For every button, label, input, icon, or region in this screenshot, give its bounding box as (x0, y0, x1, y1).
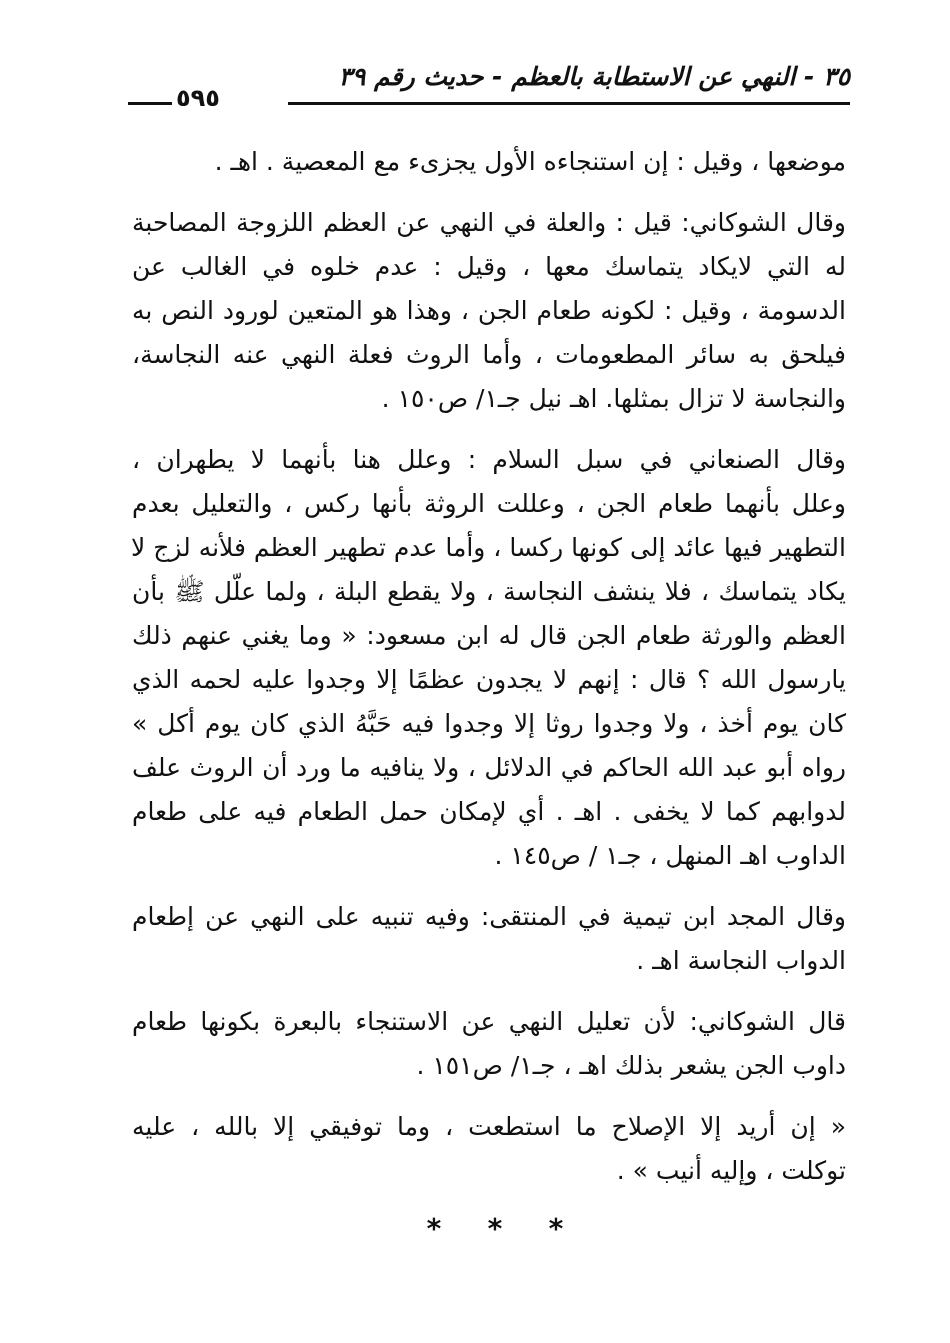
text-line: فيلحق به سائر المطعومات ، وأما الروث فعلة النهي عنه النجاسة، (132, 340, 846, 369)
paragraph-gap (132, 983, 846, 1000)
text-line: الدسومة ، وقيل : لكونه طعام الجن ، وهذا هو المتعين لورود النص به (132, 296, 846, 325)
text-line: لدوابهم كما لا يخفى . اهـ . أي لإمكان حمل الطعام فيه على طعام (132, 797, 846, 826)
text-line: يارسول الله ؟ قال : إنهم لا يجدون عظمًا إلا وجدوا عليه لحمه الذي (132, 665, 846, 694)
text-line: داوب الجن يشعر بذلك اهـ ، جـ١/ ص١٥١ . (416, 1051, 846, 1080)
paragraph (132, 1105, 846, 1193)
ornament-star: * (426, 1212, 442, 1245)
paragraph (132, 438, 846, 878)
paragraph-gap (132, 184, 846, 201)
text-line: والنجاسة لا تزال بمثلها. اهـ نيل جـ١/ ص١٥٠ . (381, 384, 846, 413)
text-line: له التي لايكاد يتماسك معها ، وقيل : عدم خلوه في الغالب عن (132, 252, 846, 281)
text-line: وقال المجد ابن تيمية في المنتقى: وفيه تنبيه على النهي عن إطعام (132, 902, 846, 931)
section-end-ornament (420, 1212, 570, 1245)
text-line: وقال الصنعاني في سبل السلام : وعلل هنا بأنهما لا يطهران ، (132, 445, 846, 474)
ornament-star: * (487, 1212, 503, 1245)
text-line: موضعها ، وقيل : إن استنجاءه الأول يجزىء مع المعصية . اهـ . (214, 147, 846, 176)
page-number: ٥٩٥ (176, 84, 220, 112)
text-line: رواه أبو عبد الله الحاكم في الدلائل ، ولا ينافيه ما ورد أن الروث علف (132, 753, 846, 782)
text-line: « إن أريد إلا الإصلاح ما استطعت ، وما توفيقي إلا بالله ، عليه (132, 1112, 846, 1141)
running-header (128, 62, 850, 122)
page-body (132, 140, 846, 1193)
text-line: يكاد يتماسك ، فلا ينشف النجاسة ، ولا يقطع البلة ، ولما علّل ﷺ بأن (132, 577, 846, 606)
paragraph (132, 140, 846, 184)
text-line: العظم والورثة طعام الجن قال له ابن مسعود: « وما يغني عنهم ذلك (132, 621, 846, 650)
chapter-title: ٣٥ - النهي عن الاستطابة بالعظم - حديث رقم ٣٩ (338, 62, 850, 91)
paragraph-gap (132, 421, 846, 438)
text-line: توكلت ، وإليه أنيب » . (616, 1156, 846, 1185)
text-line: التطهير فيها عائد إلى كونها ركسا ، وأما عدم تطهير العظم فلأنه لزج لا (131, 533, 846, 562)
text-line: وقال الشوكاني: قيل : والعلة في النهي عن العظم اللزوجة المصاحبة (132, 208, 846, 237)
header-rule (288, 102, 850, 105)
header-rule-short (128, 102, 172, 105)
paragraph (132, 1000, 846, 1088)
text-line: كان يوم أخذ ، ولا وجدوا روثا إلا وجدوا فيه حَبَّهُ الذي كان يوم أكل » (132, 709, 846, 738)
paragraph (132, 895, 846, 983)
paragraph (132, 201, 846, 421)
text-line: الدواب النجاسة اهـ . (636, 946, 846, 975)
paragraph-gap (132, 1088, 846, 1105)
text-line: وعلل بأنهما طعام الجن ، وعللت الروثة بأنها ركس ، والتعليل بعدم (132, 489, 846, 518)
paragraph-gap (132, 878, 846, 895)
text-line: الداوب اهـ المنهل ، جـ١ / ص١٤٥ . (494, 841, 846, 870)
ornament-star: * (548, 1212, 564, 1245)
text-line: قال الشوكاني: لأن تعليل النهي عن الاستنجاء بالبعرة بكونها طعام (132, 1007, 846, 1036)
